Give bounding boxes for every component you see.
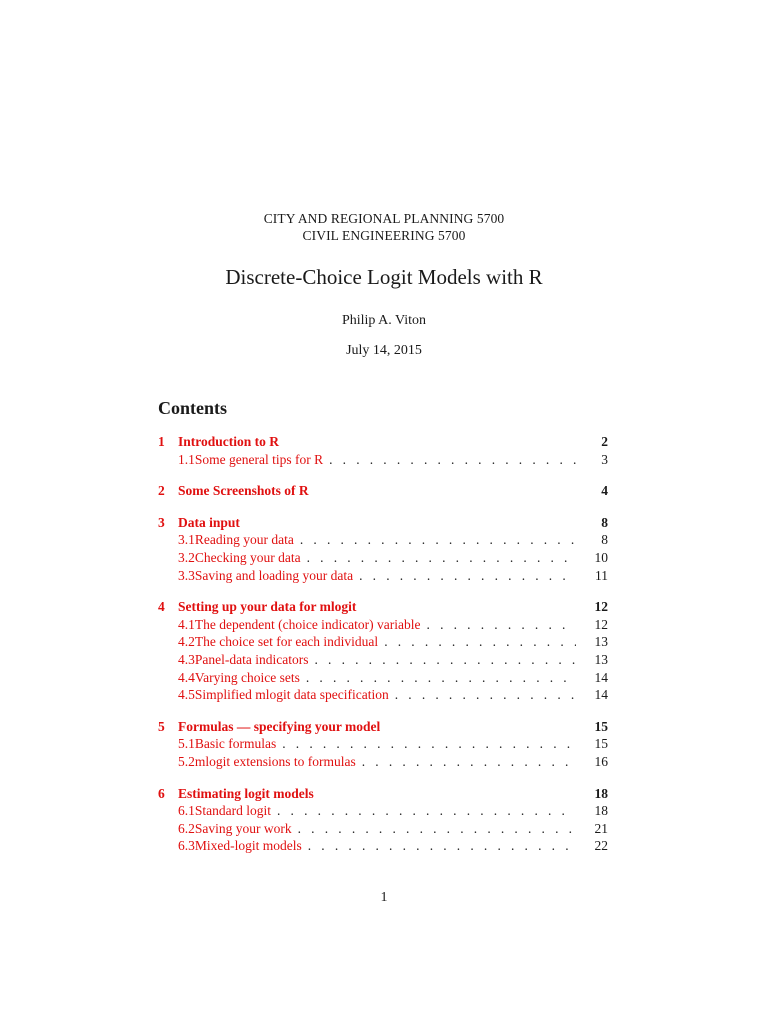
toc-subsection-title: Simplified mlogit data specification	[194, 687, 389, 703]
toc-page-number: 16	[594, 753, 608, 769]
toc-section	[158, 599, 608, 705]
toc-page-number: 12	[594, 616, 608, 632]
toc-entry-subsection-4-3[interactable]	[158, 652, 608, 670]
toc-leader-dots	[282, 736, 576, 752]
toc-subsection-number: 3.1	[178, 532, 195, 548]
course-line-2: CIVIL ENGINEERING 5700	[302, 228, 466, 243]
toc-subsection-number: 4.4	[178, 669, 195, 685]
toc-section-number: 5	[158, 718, 165, 734]
toc-page-number: 18	[594, 803, 608, 819]
toc-subsection-title: Panel-data indicators	[194, 651, 309, 667]
toc-section-title: Estimating logit models	[178, 785, 314, 801]
toc-leader-dots	[362, 754, 576, 770]
toc-entry-subsection-4-1[interactable]	[158, 617, 608, 635]
toc-entry-subsection-5-2[interactable]	[158, 754, 608, 772]
toc-entry-section-2[interactable]	[158, 483, 608, 501]
toc-page-number: 22	[594, 838, 608, 854]
document-title: Discrete-Choice Logit Models with R	[225, 265, 543, 289]
toc-subsection-number: 4.2	[178, 634, 195, 650]
toc-subsection-number: 4.1	[178, 616, 195, 632]
toc-entry-section-4[interactable]	[158, 599, 608, 617]
toc-leader-dots	[395, 687, 576, 703]
toc-entry-subsection-6-3[interactable]	[158, 838, 608, 856]
toc-page-number: 14	[594, 687, 608, 703]
toc-entry-section-3[interactable]	[158, 515, 608, 533]
toc-page-number: 13	[594, 651, 608, 667]
toc-leader-dots	[298, 821, 576, 837]
toc-subsection-number: 4.5	[178, 687, 195, 703]
toc-subsection-number: 3.3	[178, 567, 195, 583]
toc-section	[158, 515, 608, 585]
toc-subsection-title: Mixed-logit models	[194, 838, 302, 854]
toc-entry-section-1[interactable]	[158, 434, 608, 452]
toc-section-title: Data input	[178, 514, 240, 530]
toc-section-number: 2	[158, 483, 165, 499]
toc-subsection-title: Basic formulas	[194, 736, 277, 752]
toc-entry-section-6[interactable]	[158, 786, 608, 804]
toc-page-number: 15	[594, 736, 608, 752]
toc-entry-subsection-3-1[interactable]	[158, 532, 608, 550]
table-of-contents	[158, 434, 608, 870]
toc-section-title: Introduction to R	[178, 434, 280, 449]
toc-subsection-number: 6.1	[178, 803, 195, 819]
toc-page-number: 15	[594, 718, 608, 734]
toc-subsection-title: Saving and loading your data	[194, 567, 354, 583]
toc-section	[158, 786, 608, 856]
toc-entry-subsection-6-1[interactable]	[158, 803, 608, 821]
toc-leader-dots	[314, 652, 576, 668]
toc-section-title: Formulas — specifying your model	[178, 718, 381, 734]
toc-page-number: 2	[601, 434, 608, 449]
contents-heading: Contents	[158, 398, 228, 418]
toc-section-number: 6	[158, 785, 165, 801]
toc-entry-subsection-1-1[interactable]	[158, 452, 608, 470]
toc-leader-dots	[300, 532, 576, 548]
toc-entry-subsection-6-2[interactable]	[158, 821, 608, 839]
toc-page-number: 3	[601, 451, 608, 467]
toc-page-number: 10	[594, 549, 608, 565]
page-number: 1	[380, 890, 388, 905]
toc-entry-section-5[interactable]	[158, 719, 608, 737]
toc-subsection-title: Standard logit	[194, 803, 271, 819]
author: Philip A. Viton	[341, 313, 427, 328]
toc-page-number: 21	[594, 820, 608, 836]
toc-page-number: 4	[601, 483, 608, 499]
toc-leader-dots	[308, 838, 576, 854]
course-line-1: CITY AND REGIONAL PLANNING 5700	[263, 211, 505, 226]
toc-section	[158, 434, 608, 469]
toc-subsection-title: mlogit extensions to formulas	[194, 753, 356, 769]
toc-page-number: 8	[601, 532, 608, 548]
toc-subsection-title: The choice set for each individual	[194, 634, 379, 650]
toc-leader-dots	[307, 550, 576, 566]
toc-entry-subsection-3-3[interactable]	[158, 568, 608, 586]
toc-entry-subsection-3-2[interactable]	[158, 550, 608, 568]
toc-page-number: 18	[594, 785, 608, 801]
toc-subsection-number: 6.3	[178, 838, 195, 854]
toc-entry-subsection-5-1[interactable]	[158, 736, 608, 754]
toc-subsection-title: The dependent (choice indicator) variable	[194, 616, 421, 632]
toc-subsection-title: Checking your data	[194, 549, 301, 565]
toc-subsection-title: Saving your work	[194, 820, 292, 836]
toc-subsection-title: Varying choice sets	[194, 669, 300, 685]
toc-leader-dots	[277, 803, 576, 819]
toc-page-number: 12	[594, 599, 608, 615]
toc-leader-dots	[384, 634, 576, 650]
toc-page-number: 13	[594, 634, 608, 650]
toc-section-number: 3	[158, 514, 165, 530]
toc-subsection-number: 3.2	[178, 549, 195, 565]
toc-subsection-number: 6.2	[178, 820, 195, 836]
toc-section-title: Setting up your data for mlogit	[178, 599, 357, 615]
toc-subsection-number: 5.2	[178, 753, 195, 769]
toc-entry-subsection-4-4[interactable]	[158, 670, 608, 688]
date: July 14, 2015	[346, 343, 422, 358]
toc-section	[158, 483, 608, 501]
toc-section	[158, 719, 608, 772]
toc-leader-dots	[306, 670, 576, 686]
toc-subsection-title: Reading your data	[194, 532, 294, 548]
toc-subsection-title: Some general tips for R	[194, 451, 324, 467]
toc-leader-dots	[329, 452, 576, 468]
toc-section-title: Some Screenshots of R	[178, 483, 309, 499]
toc-page-number: 8	[601, 514, 608, 530]
toc-subsection-number: 1.1	[178, 451, 195, 467]
toc-page-number: 14	[594, 669, 608, 685]
toc-subsection-number: 5.1	[178, 736, 195, 752]
toc-section-number: 4	[158, 599, 165, 615]
toc-page-number: 11	[595, 567, 608, 583]
toc-entry-subsection-4-5[interactable]	[158, 687, 608, 705]
toc-leader-dots	[427, 617, 576, 633]
toc-leader-dots	[359, 568, 576, 584]
toc-entry-subsection-4-2[interactable]	[158, 634, 608, 652]
toc-section-number: 1	[158, 434, 165, 449]
toc-subsection-number: 4.3	[178, 651, 195, 667]
